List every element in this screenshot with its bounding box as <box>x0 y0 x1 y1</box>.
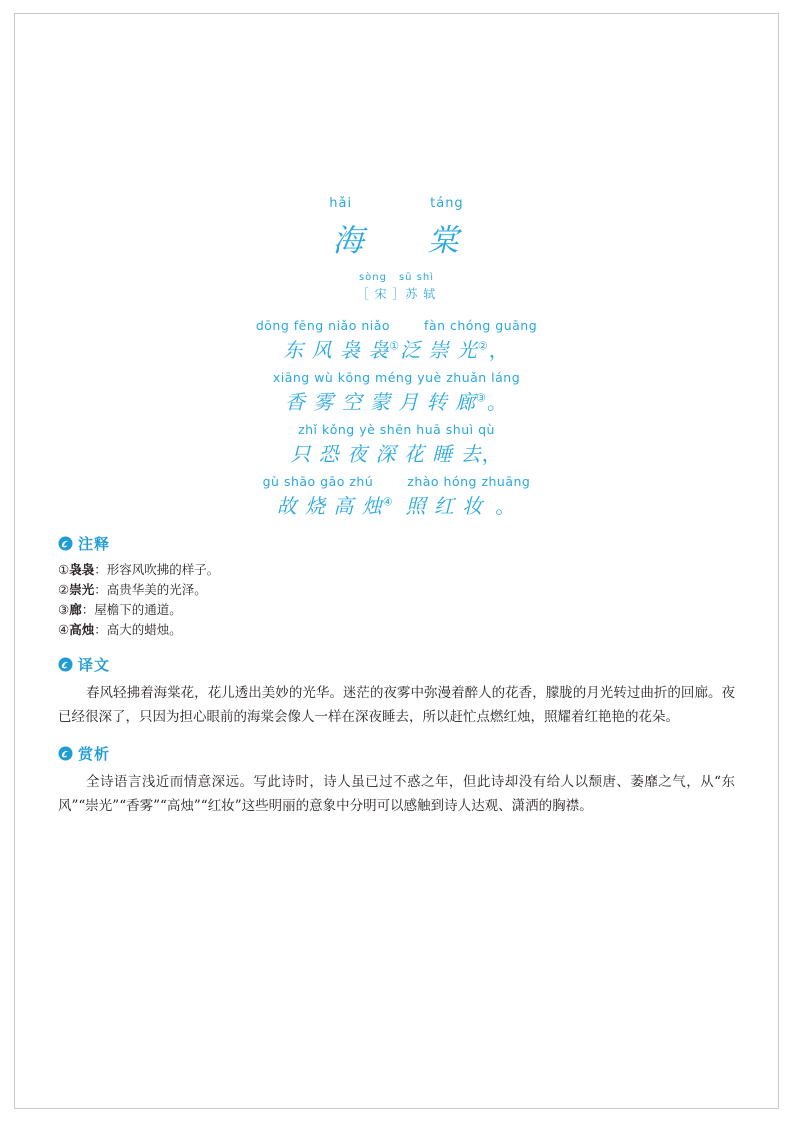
poem-block <box>0 196 793 519</box>
poem-author-pinyin-name: sū shì <box>398 272 435 283</box>
poem-line-han-left: 故 烧 高 烛 <box>276 494 383 518</box>
appreciation-heading <box>58 743 735 764</box>
poem-line-punct: ， <box>488 338 510 362</box>
note-text: ：屋檐下的通道。 <box>81 602 182 617</box>
poem-title-pinyin-1: hǎi <box>329 196 353 211</box>
poem-line-pinyin-left: xiāng wù kōng méng yuè zhuǎn láng <box>272 370 521 385</box>
note-row <box>58 620 735 640</box>
poem-line-punct: ， <box>481 442 503 466</box>
note-key: 廊 <box>69 602 82 617</box>
translation-paragraph: 春风轻拂着海棠花，花儿透出美妙的光华。迷茫的夜雾中弥漫着醉人的花香，朦胧的月光转过曲折的回廊。夜已经很深了，只因为担心眼前的海棠会像人一样在深夜睡去，所以赶忙点燃红烛，照耀着红艳艳的花朵。 <box>58 685 735 725</box>
poem-title-pinyin <box>0 196 793 211</box>
note-number: ④ <box>58 622 70 637</box>
poem-line-han-left: 只 恐 夜 深 花 睡 去 <box>290 442 482 466</box>
note-text: ：高贵华美的光泽。 <box>94 582 207 597</box>
poem-line-han-right: 照 红 妆 <box>405 494 484 518</box>
poem-title-char-2: 棠 <box>427 223 461 259</box>
poem-line-han-right: 泛 崇 光 <box>400 338 478 362</box>
poem-lines <box>0 318 793 519</box>
note-key: 崇光 <box>69 582 95 597</box>
appreciation-title: 赏析 <box>78 745 111 763</box>
translation-section <box>58 654 735 729</box>
bookmark-icon <box>58 657 73 672</box>
poem-line-pinyin-left: gù shāo gāo zhú <box>262 474 374 489</box>
note-marker: ② <box>477 339 489 353</box>
poem-line-pinyin-right: zhào hóng zhuāng <box>407 474 531 489</box>
note-number: ③ <box>58 602 70 617</box>
note-key: 高烛 <box>69 622 95 637</box>
poem-title <box>0 215 793 260</box>
note-number: ① <box>58 562 70 577</box>
note-marker: ① <box>389 339 401 353</box>
note-row <box>58 560 735 580</box>
note-row <box>58 600 735 620</box>
poem-line-pinyin <box>0 422 793 437</box>
poem-author-pinyin <box>0 272 793 283</box>
notes-title: 注释 <box>78 535 111 553</box>
poem-line <box>0 318 793 363</box>
poem-title-pinyin-2: táng <box>430 196 464 211</box>
poem-author-pinyin-dynasty: sòng <box>358 272 387 283</box>
notes-heading <box>58 533 735 554</box>
translation-heading <box>58 654 735 675</box>
appreciation-section <box>58 743 735 818</box>
note-key: 袅袅 <box>69 562 95 577</box>
poem-line-pinyin-left: zhǐ kǒng yè shēn huā shuì qù <box>298 422 495 437</box>
note-row <box>58 580 735 600</box>
poem-line-han-left: 香 雾 空 蒙 月 转 廊 <box>284 390 477 414</box>
poem-title-char-1: 海 <box>332 223 366 259</box>
poem-line-punct: 。 <box>487 390 509 414</box>
poem-line-pinyin <box>0 474 793 489</box>
note-number: ② <box>58 582 70 597</box>
bookmark-icon <box>58 536 73 551</box>
notes-section <box>58 533 735 640</box>
poem-line-pinyin-left: dōng fēng niǎo niǎo <box>255 318 391 333</box>
poem-line <box>0 422 793 467</box>
poem-line-pinyin-right: fàn chóng guāng <box>424 318 538 333</box>
poem-line <box>0 474 793 519</box>
poem-line-han <box>0 490 793 519</box>
poem-line-punct: 。 <box>495 494 517 518</box>
appreciation-paragraph: 全诗语言浅近而情意深远。写此诗时，诗人虽已过不惑之年，但此诗却没有给人以颓唐、萎靡之气，从“东风”“崇光”“香雾”“高烛”“红妆”这些明丽的意象中分明可以感触到诗人达观、潇洒的胸襟。 <box>58 774 735 814</box>
note-marker: ④ <box>382 495 394 509</box>
poem-line-han <box>0 438 793 467</box>
note-text: ：高大的蜡烛。 <box>94 622 182 637</box>
poem-line-han <box>0 386 793 415</box>
poem-author: ［ 宋 ］苏 轼 <box>356 287 437 301</box>
poem-line-han <box>0 334 793 363</box>
poem-line <box>0 370 793 415</box>
poem-line-han-left: 东 风 袅 袅 <box>283 338 390 362</box>
bookmark-icon <box>58 746 73 761</box>
note-text: ：形容风吹拂的样子。 <box>94 562 220 577</box>
translation-title: 译文 <box>78 656 111 674</box>
poem-line-pinyin <box>0 318 793 333</box>
note-marker: ③ <box>476 391 488 405</box>
poem-line-pinyin <box>0 370 793 385</box>
